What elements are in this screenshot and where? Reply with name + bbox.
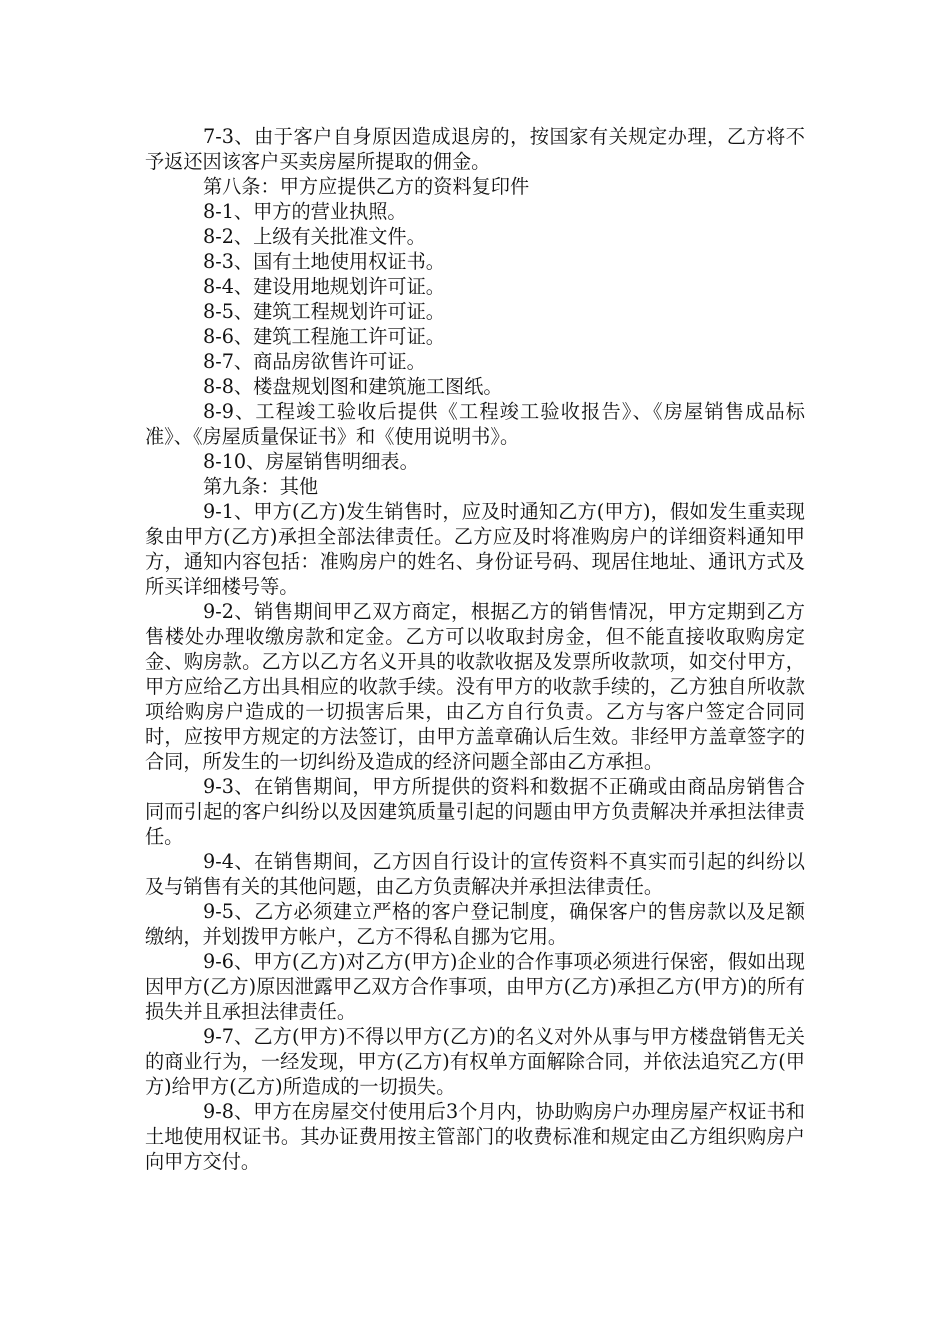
article-8-heading: 第八条：甲方应提供乙方的资料复印件 bbox=[203, 175, 530, 198]
paragraph-9-8: 9-8、甲方在房屋交付使用后3个月内，协助购房户办理房屋产权证书和土地使用权证书。其办证费用按主管部门的收费标准和规定由乙方组织购房户向甲方交付。 bbox=[145, 1100, 805, 1173]
article-9-heading: 第九条：其他 bbox=[203, 475, 319, 498]
paragraph-9-1: 9-1、甲方(乙方)发生销售时，应及时通知乙方(甲方)，假如发生重卖现象由甲方(乙方)承担全部法律责任。乙方应及时将准购房户的详细资料通知甲方，通知内容包括：准购房户的姓名、身份证号码、现居住地址、通讯方式及所买详细楼号等。 bbox=[145, 500, 805, 598]
paragraph-9-6: 9-6、甲方(乙方)对乙方(甲方)企业的合作事项必须进行保密，假如出现因甲方(乙方)原因泄露甲乙双方合作事项，由甲方(乙方)承担乙方(甲方)的所有损失并且承担法律责任。 bbox=[145, 950, 805, 1023]
paragraph-8-6: 8-6、建筑工程施工许可证。 bbox=[203, 325, 445, 348]
paragraph-8-2: 8-2、上级有关批准文件。 bbox=[203, 225, 426, 248]
paragraph-8-3: 8-3、国有土地使用权证书。 bbox=[203, 250, 445, 273]
paragraph-9-3: 9-3、在销售期间，甲方所提供的资料和数据不正确或由商品房销售合同而引起的客户纠纷以及因建筑质量引起的问题由甲方负责解决并承担法律责任。 bbox=[145, 775, 805, 848]
paragraph-8-1: 8-1、甲方的营业执照。 bbox=[203, 200, 407, 223]
paragraph-8-10: 8-10、房屋销售明细表。 bbox=[203, 450, 419, 473]
paragraph-9-5: 9-5、乙方必须建立严格的客户登记制度，确保客户的售房款以及足额缴纳，并划拨甲方帐户，乙方不得私自挪为它用。 bbox=[145, 900, 805, 948]
paragraph-8-7: 8-7、商品房欲售许可证。 bbox=[203, 350, 426, 373]
paragraph-8-4: 8-4、建设用地规划许可证。 bbox=[203, 275, 445, 298]
paragraph-8-9: 8-9、工程竣工验收后提供《工程竣工验收报告》、《房屋销售成品标准》、《房屋质量保证书》和《使用说明书》。 bbox=[145, 400, 805, 448]
paragraph-9-7: 9-7、乙方(甲方)不得以甲方(乙方)的名义对外从事与甲方楼盘销售无关的商业行为，一经发现，甲方(乙方)有权单方面解除合同，并依法追究乙方(甲方)给甲方(乙方)所造成的一切损失。 bbox=[145, 1025, 805, 1098]
paragraph-8-8: 8-8、楼盘规划图和建筑施工图纸。 bbox=[203, 375, 503, 398]
paragraph-9-2: 9-2、销售期间甲乙双方商定，根据乙方的销售情况，甲方定期到乙方售楼处办理收缴房款和定金。乙方可以收取封房金，但不能直接收取购房定金、购房款。乙方以乙方名义开具的收款收据及发票所收款项，如交付甲方，甲方应给乙方出具相应的收款手续。没有甲方的收款手续的，乙方独自所收款项给购房户造成的一切损害后果，由乙方自行负责。乙方与客户签定合同同时，应按甲方规定的方法签订，由甲方盖章确认后生效。非经甲方盖章签字的合同，所发生的一切纠纷及造成的经济问题全部由乙方承担。 bbox=[145, 600, 805, 773]
paragraph-7-3: 7-3、由于客户自身原因造成退房的，按国家有关规定办理，乙方将不予返还因该客户买卖房屋所提取的佣金。 bbox=[145, 125, 805, 173]
document-body bbox=[145, 124, 805, 1174]
paragraph-8-5: 8-5、建筑工程规划许可证。 bbox=[203, 300, 445, 323]
paragraph-9-4: 9-4、在销售期间，乙方因自行设计的宣传资料不真实而引起的纠纷以及与销售有关的其他问题，由乙方负责解决并承担法律责任。 bbox=[145, 850, 805, 898]
